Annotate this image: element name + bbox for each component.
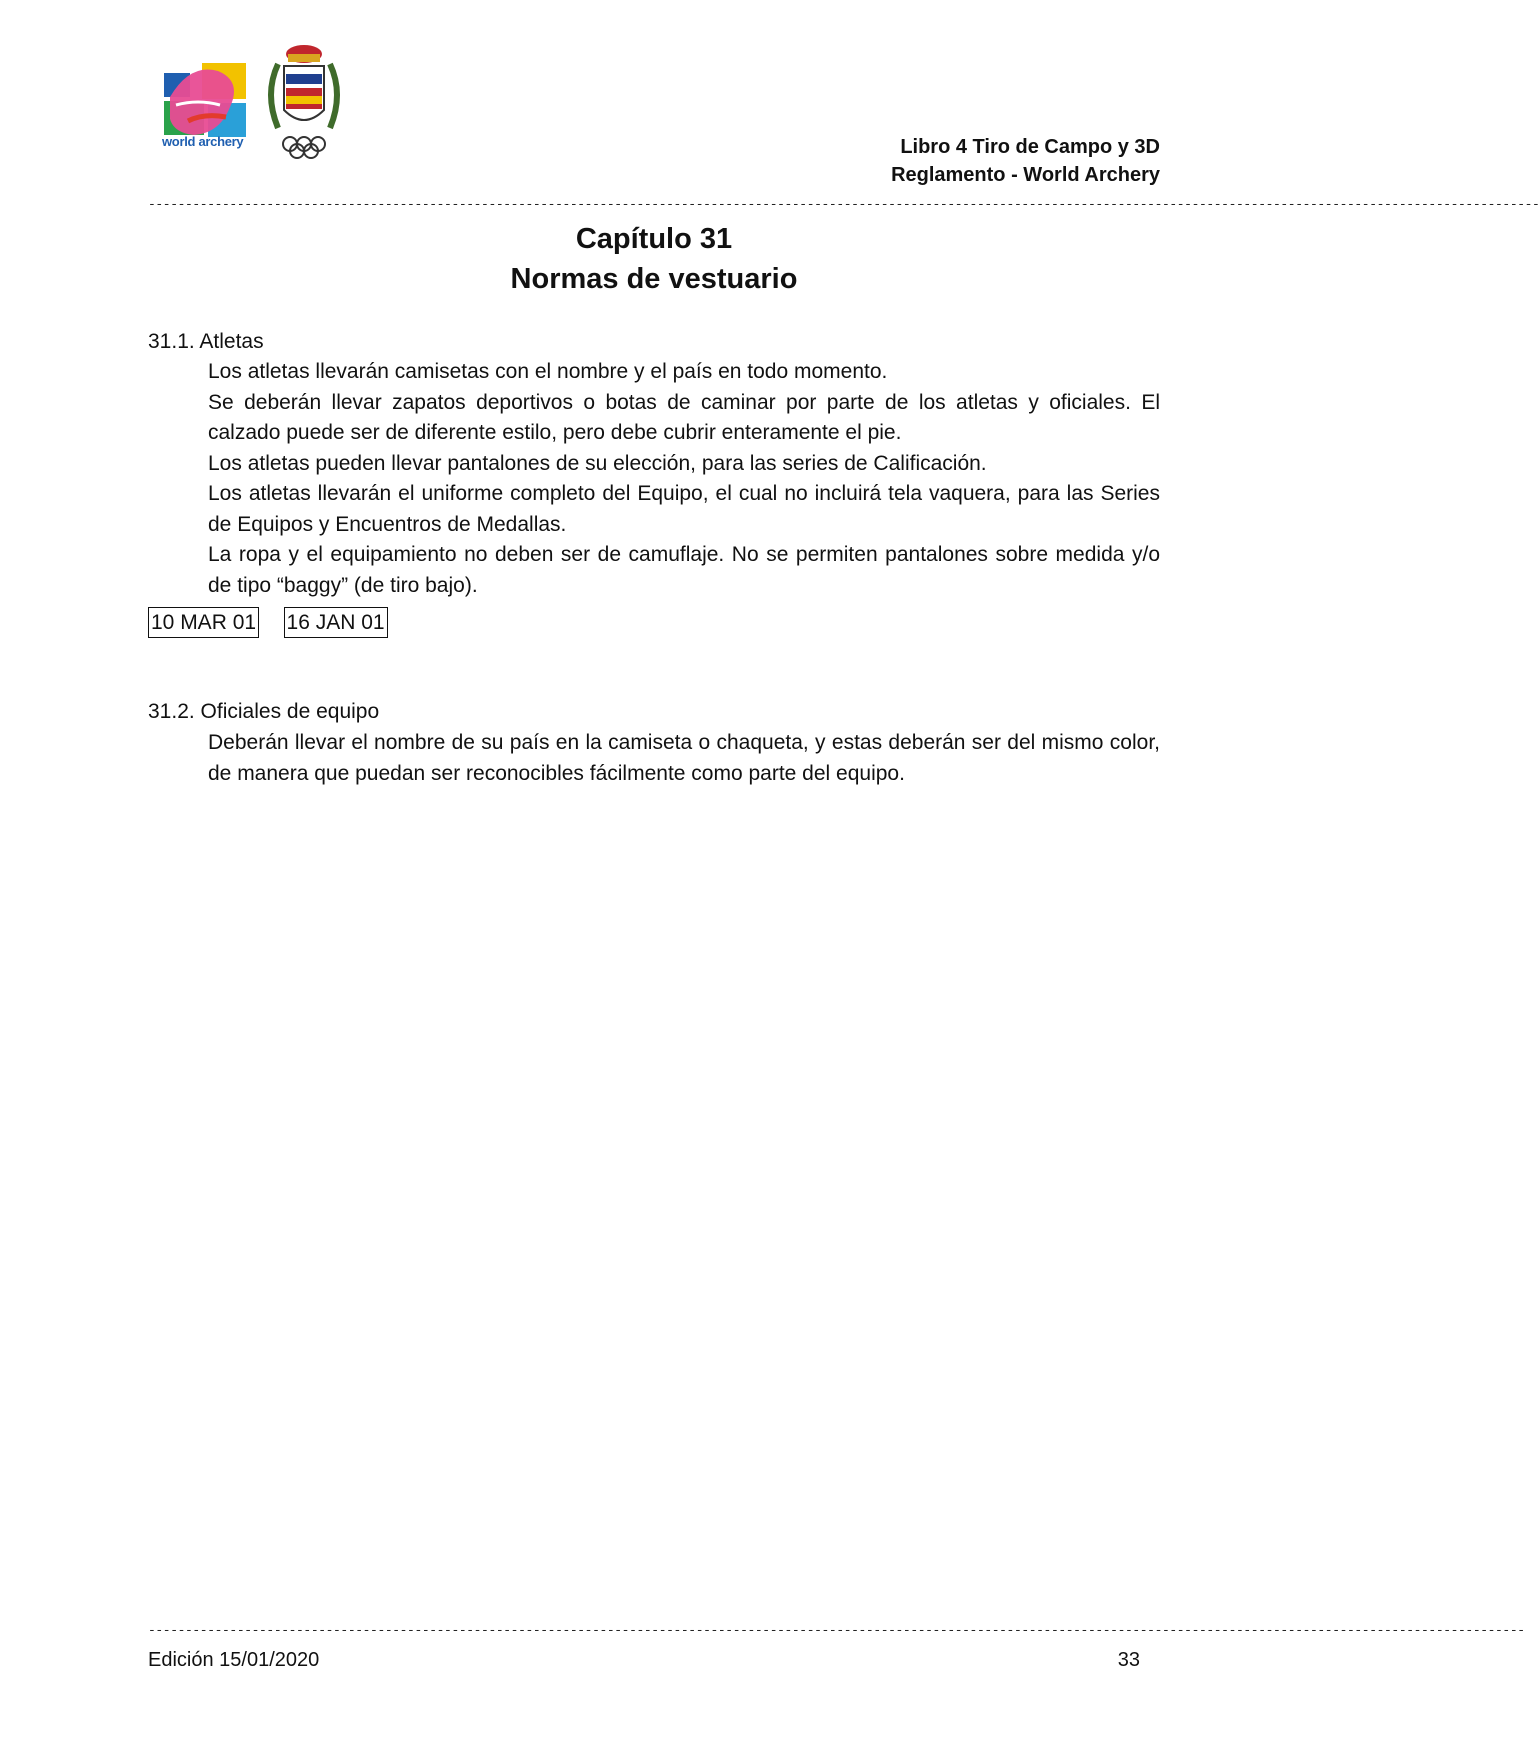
section-heading-team-officials: 31.2. Oficiales de equipo — [148, 700, 380, 723]
book-title: Libro 4 Tiro de Campo y 3D — [900, 136, 1160, 158]
section-athletes-body — [208, 357, 1160, 601]
paragraph: Deberán llevar el nombre de su país en la camiseta o chaqueta, y estas deberán ser del mismo color, de manera que puedan ser reconocibles fácilmente como parte del equipo. — [208, 731, 1160, 785]
edition-date: Edición 15/01/2020 — [148, 1649, 320, 1671]
paragraph: Los atletas llevarán el uniforme completo del Equipo, el cual no incluirá tela vaquera, para las Series de Equipos y Encuentros de Medallas. — [208, 482, 1160, 536]
section-officials-body — [208, 728, 1160, 789]
header-logos — [160, 44, 350, 160]
amendment-dates — [148, 607, 408, 639]
paragraph: Los atletas pueden llevar pantalones de su elección, para las series de Calificación. — [208, 451, 987, 475]
amendment-date-box: 16 JAN 01 — [284, 607, 388, 638]
rules-title: Reglamento - World Archery — [891, 164, 1160, 186]
chapter-title: Normas de vestuario — [510, 263, 798, 295]
paragraph: Los atletas llevarán camisetas con el nombre y el país en todo momento. — [208, 360, 888, 383]
paragraph: La ropa y el equipamiento no deben ser de camuflaje. No se permiten pantalones sobre medida y/o de tipo “baggy” (de tiro bajo). — [208, 543, 1160, 597]
federation-crest-logo — [260, 44, 348, 160]
world-archery-logo-text: world archery — [162, 134, 244, 149]
paragraph: Se deberán llevar zapatos deportivos o botas de caminar por parte de los atletas y oficiales. El calzado puede ser de diferente estilo, pero debe cubrir enteramente el pie. — [208, 390, 1160, 444]
document-header — [891, 133, 1160, 189]
footer-separator: ------------------------------------------------------------------------------------------------------------------------------------------------------------------------------------------ — [148, 1623, 1525, 1638]
section-heading-athletes: 31.1. Atletas — [148, 330, 264, 353]
header-separator: -------------------------------------------------------------------------------------------------------------------------------------------------------------------------------------------- — [148, 197, 1539, 212]
amendment-date-box: 10 MAR 01 — [148, 607, 259, 638]
page-number: 33 — [1117, 1649, 1140, 1671]
chapter-number: Capítulo 31 — [575, 223, 733, 255]
